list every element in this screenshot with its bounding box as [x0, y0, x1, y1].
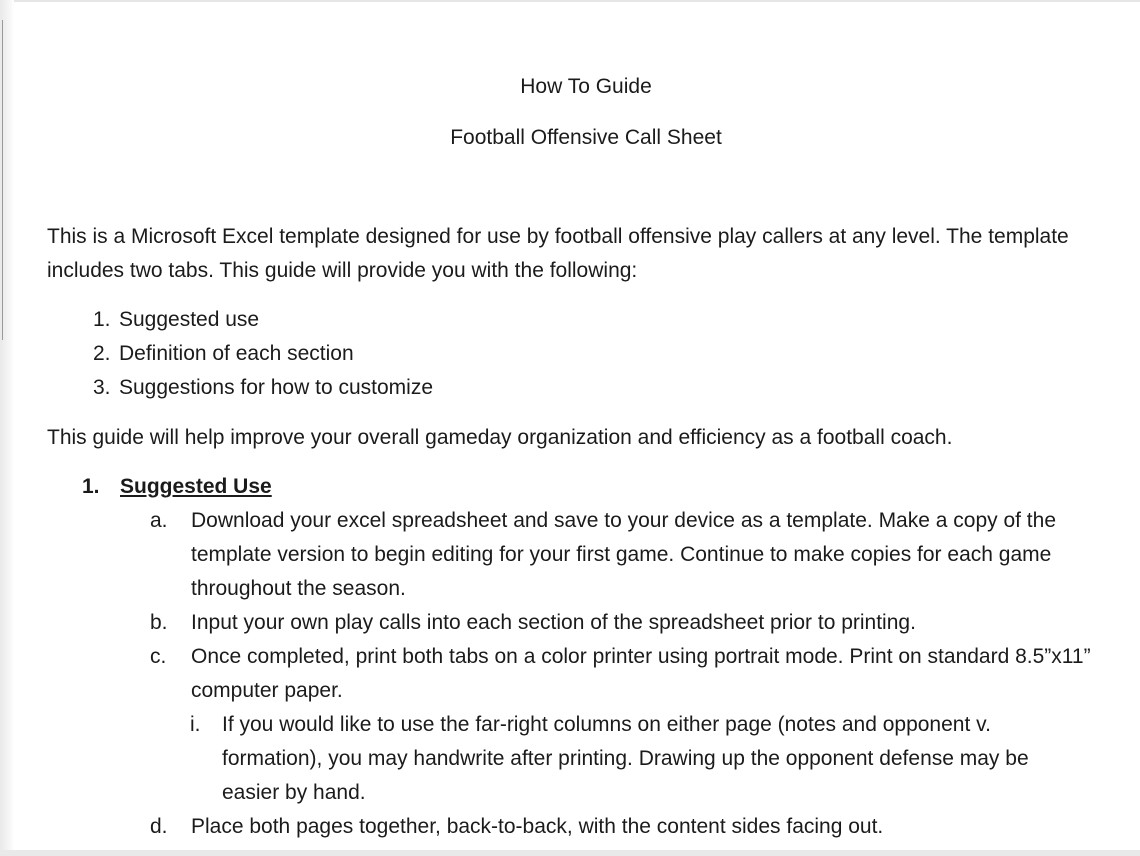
list-marker: 1. [93, 308, 111, 331]
section-title: Suggested Use [120, 475, 272, 498]
list-marker: d. [150, 815, 168, 838]
list-item-text: Download your excel spreadsheet and save to your device as a template. Make a copy of the template version to begin editing for your first game. Continue to make copies for each game throughout the season. [191, 509, 1056, 600]
list-marker: b. [150, 611, 168, 634]
list-item-text: Suggested use [119, 308, 260, 331]
list-item-text: Input your own play calls into each section of the spreadsheet prior to printing. [191, 611, 916, 634]
list-item-text: Place both pages together, back-to-back, with the content sides facing out. [191, 815, 884, 838]
list-item [47, 303, 433, 337]
list-marker: a. [150, 509, 168, 532]
intro-list [47, 303, 433, 405]
window-bottom-edge [0, 850, 1140, 856]
list-item [150, 504, 1125, 606]
list-item-text: Once completed, print both tabs on a color printer using portrait mode. Print on standard 8.5”x11” computer paper. [191, 645, 1091, 702]
list-item-text: Definition of each section [119, 342, 354, 365]
list-marker: 2. [93, 342, 111, 365]
list-item [150, 606, 1125, 640]
document-subtitle: Football Offensive Call Sheet [450, 126, 722, 149]
nested-list-container [150, 708, 1125, 810]
document-title: How To Guide [520, 75, 652, 98]
list-marker: c. [150, 645, 167, 668]
list-marker: 3. [93, 376, 111, 399]
list-item-text: Suggestions for how to customize [119, 376, 433, 399]
section-number: 1. [82, 475, 100, 498]
list-item [47, 371, 433, 405]
nested-list [190, 708, 1070, 810]
intro-paragraph: This is a Microsoft Excel template designed for use by football offensive play callers at any level. The template includes two tabs. This guide will provide you with the following: [47, 225, 1069, 282]
list-item [47, 337, 433, 371]
suggested-use-list [150, 504, 1125, 844]
list-item [150, 810, 1125, 844]
list-item [190, 708, 1070, 810]
list-item [150, 640, 1125, 708]
list-item-text: If you would like to use the far-right columns on either page (notes and opponent v. formation), you may handwrite after printing. Drawing up the opponent defense may be easier by hand. [222, 713, 1029, 804]
list-marker: i. [190, 713, 201, 736]
section-heading [82, 470, 272, 504]
closing-paragraph: This guide will help improve your overall gameday organization and efficiency as a football coach. [47, 426, 953, 449]
